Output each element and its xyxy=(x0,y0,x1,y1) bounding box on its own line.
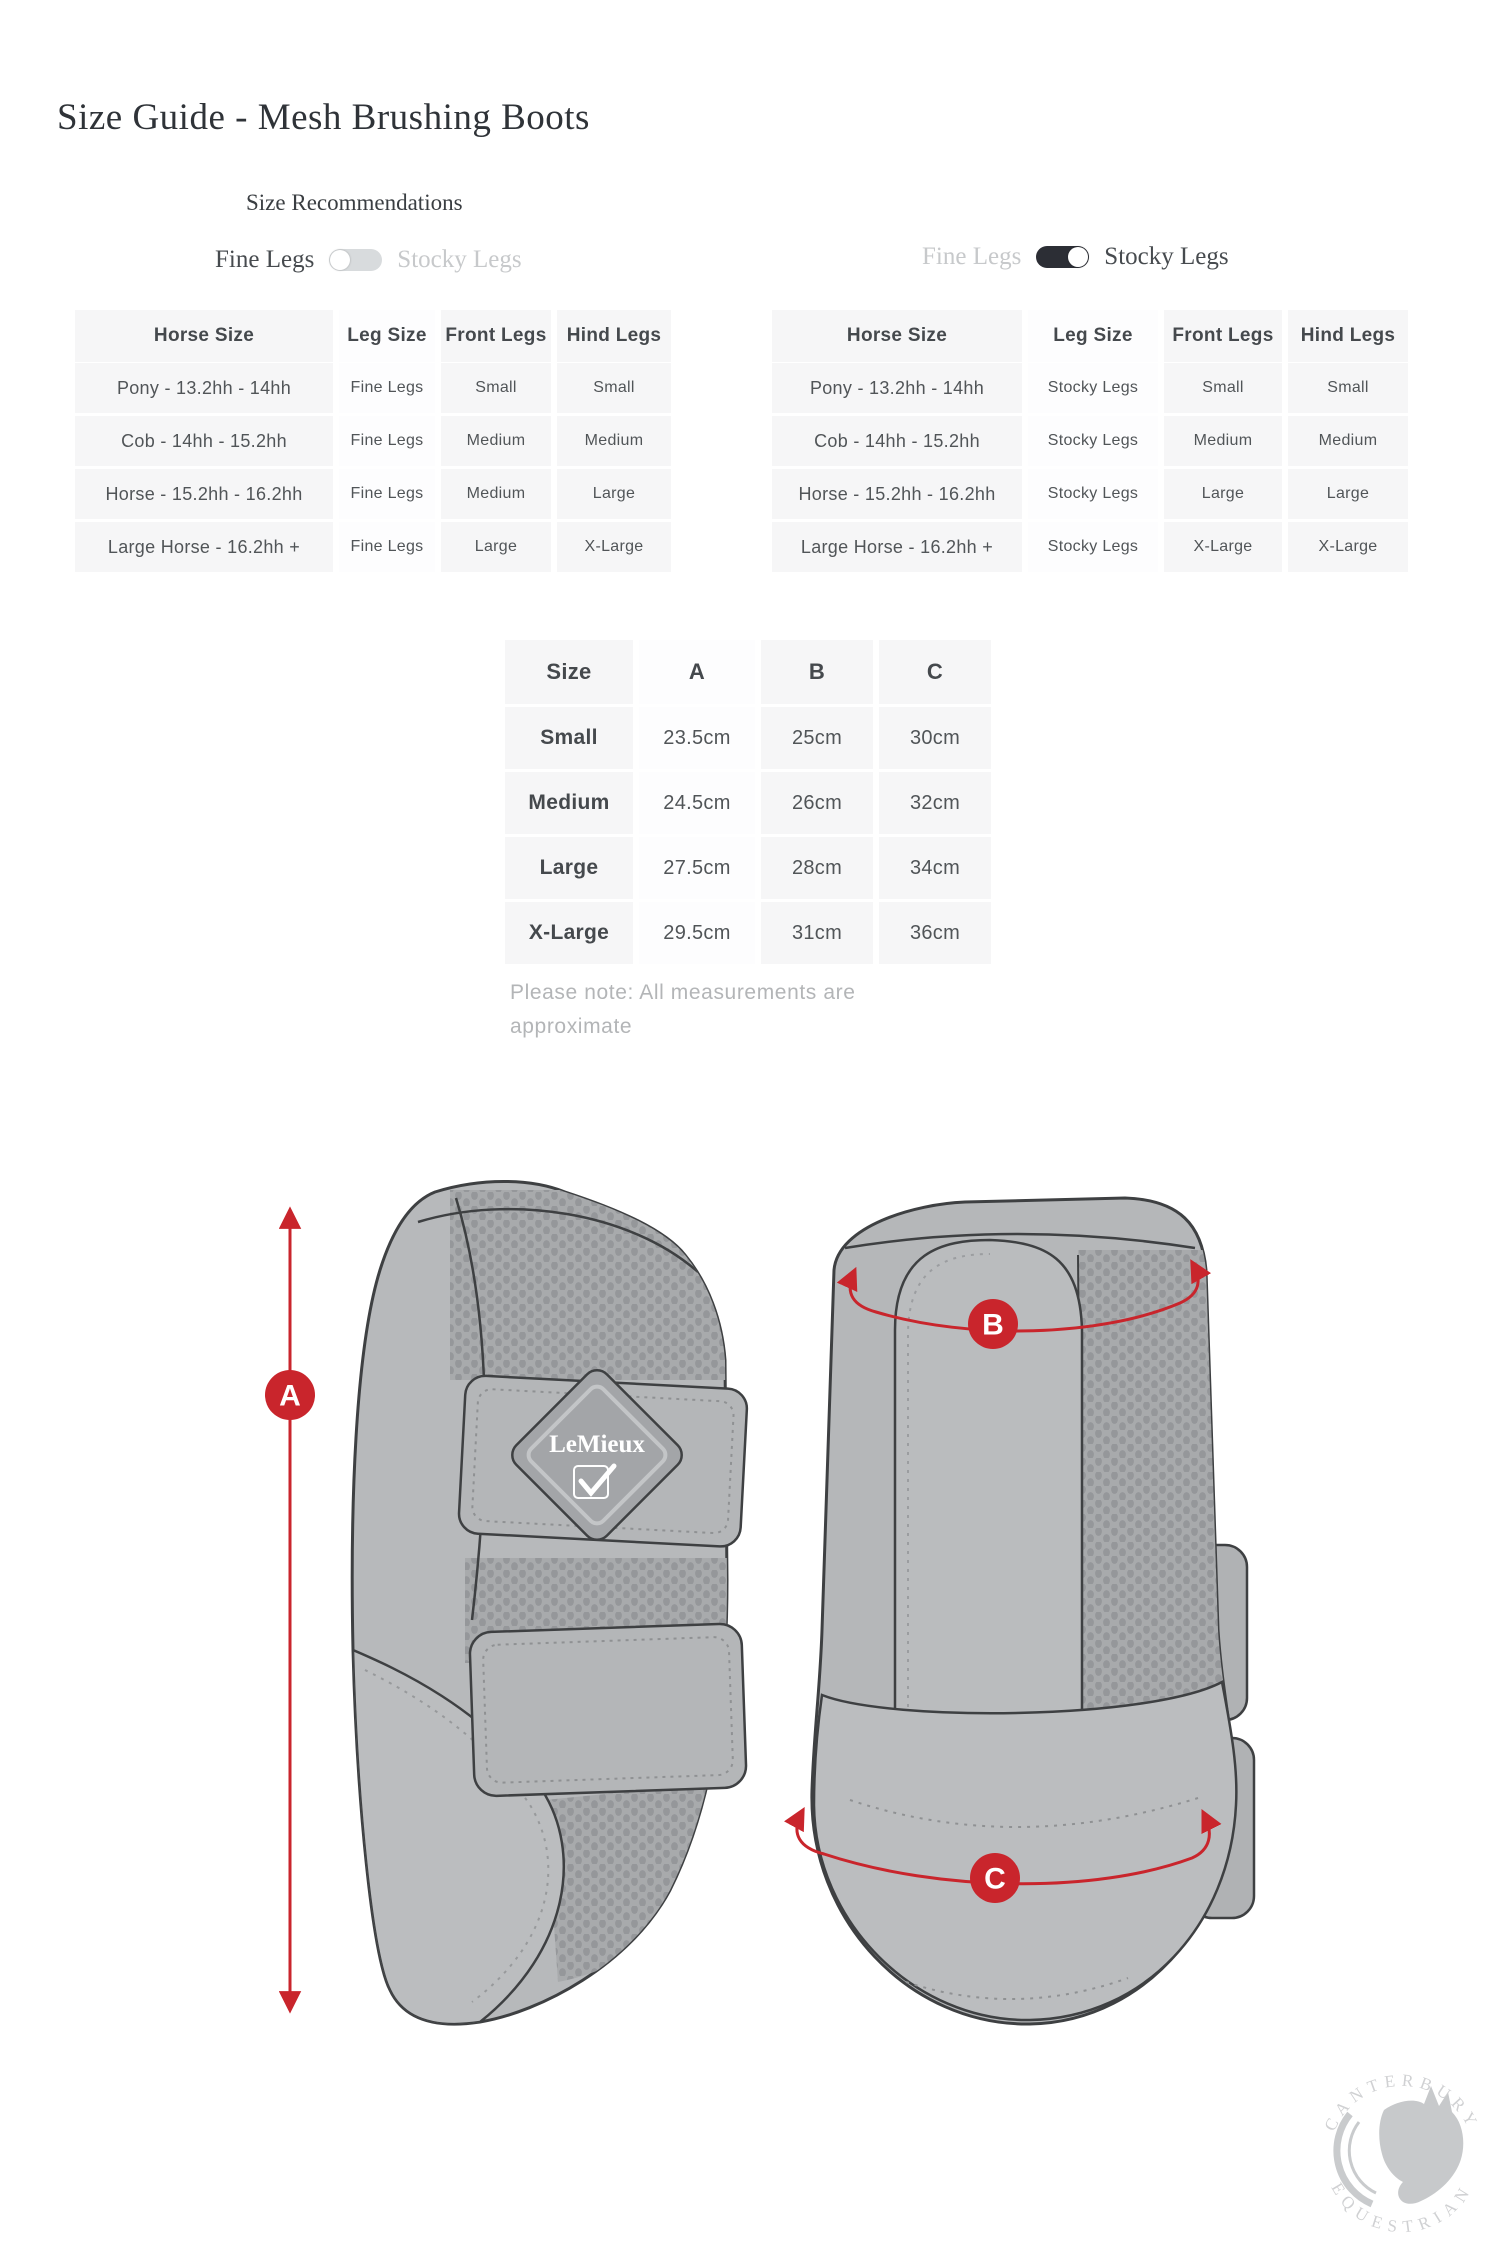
table-cell: Medium xyxy=(1288,416,1408,466)
table-cell: Horse - 15.2hh - 16.2hh xyxy=(75,469,333,519)
table-cell: X-Large xyxy=(1288,522,1408,572)
column-header: A xyxy=(639,640,755,704)
table-cell: Fine Legs xyxy=(339,469,435,519)
table-cell: 24.5cm xyxy=(639,772,755,834)
canterbury-equestrian-watermark xyxy=(1312,2062,1492,2242)
table-cell: 30cm xyxy=(879,707,991,769)
front-view-boot-illustration xyxy=(812,1198,1254,2024)
table-cell: X-Large xyxy=(1164,522,1282,572)
toggle-knob xyxy=(330,250,350,270)
table-cell: Cob - 14hh - 15.2hh xyxy=(75,416,333,466)
table-cell: Small xyxy=(1164,363,1282,413)
table-cell: 26cm xyxy=(761,772,873,834)
table-cell: Fine Legs xyxy=(339,416,435,466)
side-view-boot-illustration xyxy=(352,1182,748,2025)
column-header: Hind Legs xyxy=(557,310,671,362)
lower-strap xyxy=(469,1623,747,1796)
watermark-bottom-text: EQUESTRIAN xyxy=(1327,2179,1477,2237)
table-cell: Fine Legs xyxy=(339,522,435,572)
table-cell: Medium xyxy=(505,772,633,834)
table-cell: Pony - 13.2hh - 14hh xyxy=(75,363,333,413)
table-cell: Large xyxy=(441,522,551,572)
table-cell: Large xyxy=(557,469,671,519)
label-b-text: B xyxy=(982,1308,1004,1342)
column-header: Front Legs xyxy=(1164,310,1282,362)
table-cell: 28cm xyxy=(761,837,873,899)
table-cell: Medium xyxy=(441,416,551,466)
fine-legs-label: Fine Legs xyxy=(215,246,315,273)
table-cell: Large xyxy=(1164,469,1282,519)
table-cell: 23.5cm xyxy=(639,707,755,769)
measurements-note: Please note: All measurements are approximate xyxy=(510,981,856,1038)
table-cell: Small xyxy=(441,363,551,413)
table-cell: Stocky Legs xyxy=(1028,522,1158,572)
column-header: Leg Size xyxy=(1028,310,1158,362)
table-cell: Medium xyxy=(1164,416,1282,466)
table-cell: Medium xyxy=(441,469,551,519)
table-cell: 25cm xyxy=(761,707,873,769)
fine-legs-toggle-group xyxy=(215,246,522,274)
table-cell: Large xyxy=(1288,469,1408,519)
fine-legs-table xyxy=(75,310,671,572)
table-cell: Cob - 14hh - 15.2hh xyxy=(772,416,1022,466)
table-cell: Stocky Legs xyxy=(1028,469,1158,519)
table-cell: 27.5cm xyxy=(639,837,755,899)
column-header: Horse Size xyxy=(772,310,1022,362)
table-cell: Medium xyxy=(557,416,671,466)
measurement-a-annotation xyxy=(265,1212,315,2008)
table-cell: 32cm xyxy=(879,772,991,834)
toggle-knob xyxy=(1068,247,1088,267)
page-title: Size Guide - Mesh Brushing Boots xyxy=(57,97,590,138)
stocky-legs-label: Stocky Legs xyxy=(397,246,522,273)
column-header: Front Legs xyxy=(441,310,551,362)
table-cell: Pony - 13.2hh - 14hh xyxy=(772,363,1022,413)
fine-legs-label: Fine Legs xyxy=(922,243,1022,270)
column-header: Hind Legs xyxy=(1288,310,1408,362)
table-cell: Small xyxy=(1288,363,1408,413)
table-cell: 36cm xyxy=(879,902,991,964)
table-cell: Small xyxy=(557,363,671,413)
table-cell: Horse - 15.2hh - 16.2hh xyxy=(772,469,1022,519)
table-cell: Stocky Legs xyxy=(1028,416,1158,466)
watermark-top-text: CANTERBURY xyxy=(1320,2070,1484,2134)
table-cell: Stocky Legs xyxy=(1028,363,1158,413)
stocky-legs-table xyxy=(772,310,1408,572)
column-header: Horse Size xyxy=(75,310,333,362)
leg-type-toggle-off[interactable] xyxy=(329,249,382,271)
label-c-text: C xyxy=(984,1862,1006,1896)
brand-text: LeMieux xyxy=(549,1431,645,1458)
measurements-table xyxy=(505,640,991,964)
table-cell: Large Horse - 16.2hh + xyxy=(772,522,1022,572)
section-subtitle: Size Recommendations xyxy=(246,190,463,215)
table-cell: X-Large xyxy=(557,522,671,572)
stocky-legs-toggle-group xyxy=(922,243,1229,271)
table-cell: 31cm xyxy=(761,902,873,964)
column-header: Size xyxy=(505,640,633,704)
table-cell: 29.5cm xyxy=(639,902,755,964)
table-cell: Large xyxy=(505,837,633,899)
table-cell: Fine Legs xyxy=(339,363,435,413)
table-cell: Large Horse - 16.2hh + xyxy=(75,522,333,572)
column-header: C xyxy=(879,640,991,704)
label-a-text: A xyxy=(279,1379,301,1413)
logo-crescent-inner xyxy=(1349,2122,1376,2193)
leg-type-toggle-on[interactable] xyxy=(1036,246,1089,268)
column-header: Leg Size xyxy=(339,310,435,362)
column-header: B xyxy=(761,640,873,704)
table-cell: X-Large xyxy=(505,902,633,964)
table-cell: 34cm xyxy=(879,837,991,899)
boot-diagrams xyxy=(150,1150,1310,2080)
stocky-legs-label: Stocky Legs xyxy=(1104,243,1229,270)
table-cell: Small xyxy=(505,707,633,769)
